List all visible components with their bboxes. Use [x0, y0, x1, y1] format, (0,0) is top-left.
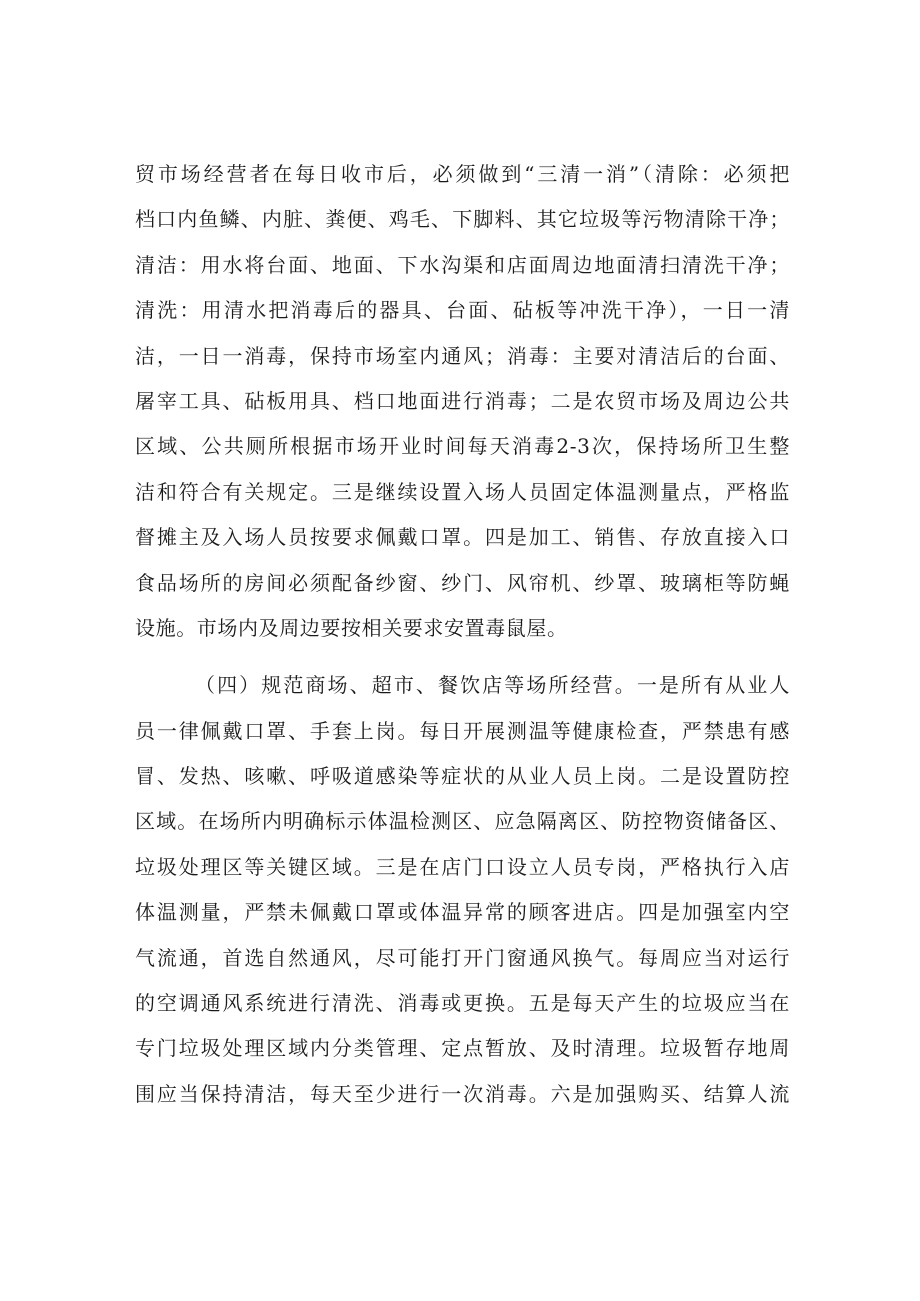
text-line: 区域。在场所内明确标示体温检测区、应急隔离区、防控物资储备区、	[135, 809, 790, 834]
text-line: 员一律佩戴口罩、手套上岗。每日开展测温等健康检查，严禁患有感	[135, 718, 790, 743]
text-line: 洁和符合有关规定。三是继续设置入场人员固定体温测量点，严格监	[135, 479, 790, 504]
paragraph-gap	[135, 651, 790, 663]
text-line: 清洁：用水将台面、地面、下水沟渠和店面周边地面清扫清洗干净；	[135, 252, 790, 277]
text-line: 体温测量，严禁未佩戴口罩或体温异常的顾客进店。四是加强室内空	[135, 900, 790, 925]
text-line: 设施。市场内及周边要按相关要求安置毒鼠屋。	[135, 615, 568, 640]
text-line: （四）规范商场、超市、餐饮店等场所经营。一是所有从业人	[195, 673, 790, 698]
text-line: 清洗：用清水把消毒后的器具、台面、砧板等冲洗干净），一日一清	[135, 298, 790, 323]
text-line: 冒、发热、咳嗽、呼吸道感染等症状的从业人员上岗。二是设置防控	[135, 764, 790, 789]
paragraph-1	[135, 152, 790, 651]
paragraph-2	[135, 663, 790, 1117]
text-line: 围应当保持清洁，每天至少进行一次消毒。六是加强购买、结算人流	[135, 1081, 790, 1106]
text-line: 专门垃圾处理区域内分类管理、定点暂放、及时清理。垃圾暂存地周	[135, 1036, 790, 1061]
text-line: 区域、公共厕所根据市场开业时间每天消毒2-3次，保持场所卫生整	[135, 434, 790, 459]
text-line: 的空调通风系统进行清洗、消毒或更换。五是每天产生的垃圾应当在	[135, 991, 790, 1016]
text-line: 垃圾处理区等关键区域。三是在店门口设立人员专岗，严格执行入店	[135, 854, 790, 879]
text-line: 贸市场经营者在每日收市后，必须做到“三清一消”（清除：必须把	[135, 162, 790, 186]
text-line: 档口内鱼鳞、内脏、粪便、鸡毛、下脚料、其它垃圾等污物清除干净；	[135, 207, 790, 232]
text-line: 屠宰工具、砧板用具、档口地面进行消毒；二是农贸市场及周边公共	[135, 388, 790, 413]
text-line: 气流通，首选自然通风，尽可能打开门窗通风换气。每周应当对运行	[135, 945, 790, 970]
text-line: 食品场所的房间必须配备纱窗、纱门、风帘机、纱罩、玻璃柜等防蝇	[135, 570, 790, 595]
document-body	[135, 152, 790, 1117]
text-line: 督摊主及入场人员按要求佩戴口罩。四是加工、销售、存放直接入口	[135, 525, 790, 550]
text-line: 洁，一日一消毒，保持市场室内通风；消毒：主要对清洁后的台面、	[135, 343, 790, 368]
